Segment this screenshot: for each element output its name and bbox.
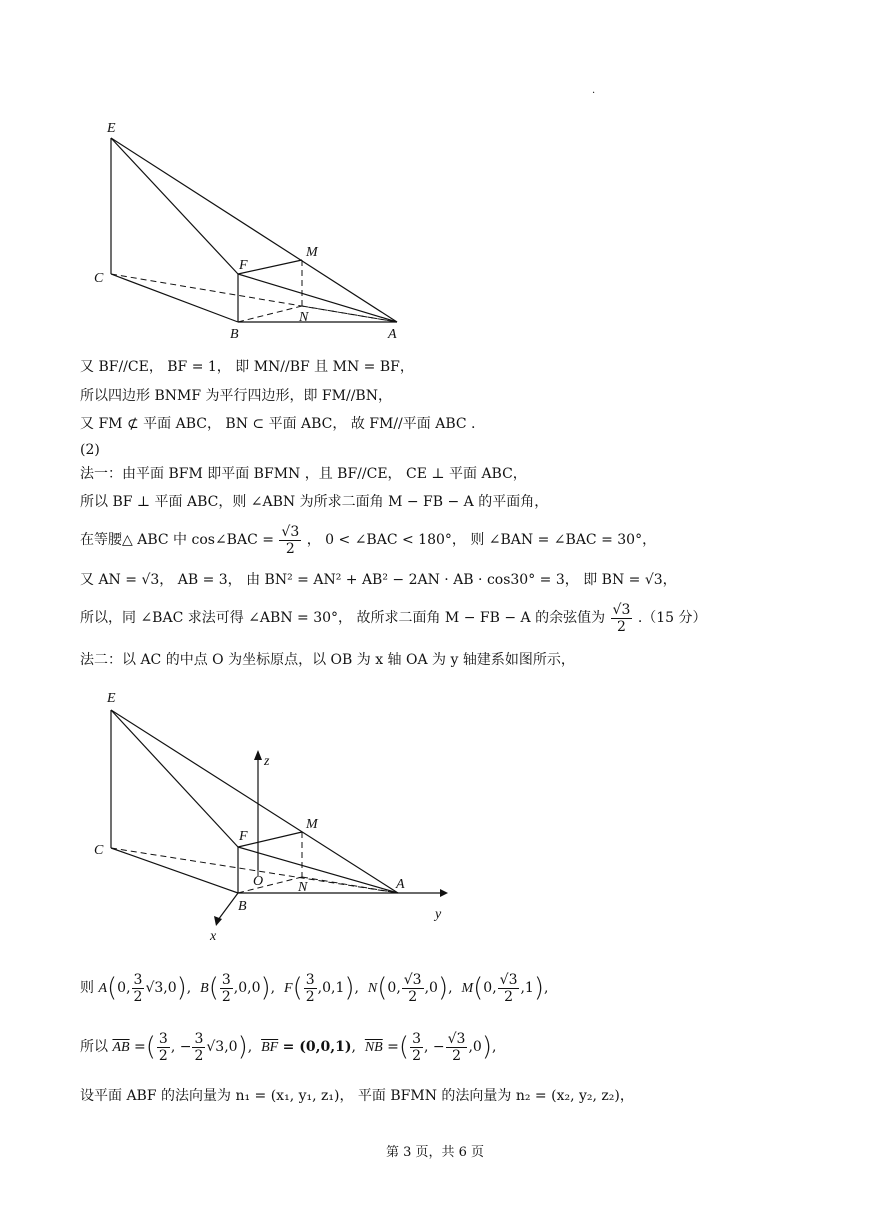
page-footer: 第 3 页，共 6 页 bbox=[385, 1145, 485, 1160]
vector-BF-value: = (0,0,1) bbox=[282, 1039, 352, 1055]
label-F: F bbox=[239, 829, 248, 844]
label-x: x bbox=[210, 929, 217, 944]
frac-den: 2 bbox=[412, 1047, 421, 1064]
frac-den: 2 bbox=[616, 618, 626, 635]
edge-FA bbox=[238, 274, 397, 322]
label-B: B bbox=[230, 327, 239, 342]
frac bbox=[498, 972, 520, 1005]
vector-AB: $\overline{AB}$ bbox=[112, 1040, 130, 1055]
text-line-12: 所以 $\overline{AB}$ =( $\frac{3}{2}$ , − $\frac{3}{2}$ √3,0), $\overline{BF} = (0,0,1)$, $\overline{NB}$ =( $\frac{3}{2}$ , − $\frac{√3}{2}$ ,0), bbox=[80, 1030, 497, 1064]
label-N: N bbox=[299, 310, 309, 325]
label-E: E bbox=[107, 121, 116, 136]
frac bbox=[410, 1031, 423, 1064]
label-z: z bbox=[264, 754, 270, 769]
frac-den: 2 bbox=[452, 1047, 462, 1064]
coord: ,0,1 bbox=[317, 980, 345, 996]
text-line-7 bbox=[80, 523, 656, 557]
edge-EF bbox=[111, 138, 238, 274]
frac-den: 2 bbox=[408, 988, 418, 1005]
line12-prefix: 所以 bbox=[80, 1039, 108, 1055]
frac-num: √3 bbox=[499, 971, 518, 988]
frac-num: 3 bbox=[194, 1030, 204, 1047]
label-E: E bbox=[107, 691, 116, 706]
coord: ,0,0 bbox=[233, 980, 261, 996]
coord: , − bbox=[170, 1039, 192, 1055]
label-C: C bbox=[94, 271, 104, 286]
coord: √3,0 bbox=[206, 1039, 238, 1055]
text-line-5: 法一：由平面 BFM 即平面 BFMN ，且 BF//CE， CE ⊥ 平面 ABC， bbox=[80, 466, 527, 482]
label-M: M bbox=[306, 245, 318, 260]
frac bbox=[446, 1031, 468, 1064]
edge-BN bbox=[238, 877, 302, 893]
frac bbox=[192, 1031, 205, 1064]
point-A: A bbox=[98, 981, 108, 996]
coord: , − bbox=[424, 1039, 445, 1055]
edge-CB bbox=[111, 274, 238, 322]
frac-den: 2 bbox=[158, 1047, 168, 1064]
frac-num: 3 bbox=[412, 1030, 421, 1047]
frac bbox=[157, 1031, 170, 1064]
x-arrow bbox=[214, 916, 222, 926]
line9-end: .（15 分） bbox=[637, 610, 707, 626]
figure-1-svg bbox=[80, 110, 420, 345]
coord: 0, bbox=[117, 980, 131, 996]
text-line-11: 则 A(0, $\frac{3}{2}$ √3,0), B( $\frac{3}{2}$ ,0,0), F( $\frac{3}{2}$ ,0,1), N(0, $\frac{√3}{2}$ ,0), M(0, $\frac{√3}{2}$ ,1), bbox=[80, 971, 549, 1005]
frac-num: 3 bbox=[158, 1030, 168, 1047]
figure-2 bbox=[80, 680, 460, 945]
label-O: O bbox=[253, 874, 264, 889]
coord: ,0 bbox=[468, 1039, 482, 1055]
fraction-sqrt3-over-2 bbox=[279, 524, 301, 557]
frac-num: 3 bbox=[305, 971, 315, 988]
frac-den: 2 bbox=[504, 988, 514, 1005]
frac-num: √3 bbox=[447, 1030, 466, 1047]
label-N: N bbox=[298, 880, 308, 895]
line7-end: ， 0 < ∠BAC < 180°， 则 ∠BAN = ∠BAC = 30°， bbox=[306, 532, 657, 548]
vector-BF: $\overline{BF}$ bbox=[261, 1040, 279, 1055]
frac-den: 2 bbox=[221, 988, 231, 1005]
point-M: M bbox=[461, 981, 474, 996]
edge-CB bbox=[111, 848, 238, 893]
coord: √3,0 bbox=[145, 980, 177, 996]
line7-start: 在等腰△ ABC 中 cos∠BAC = bbox=[80, 532, 274, 548]
vector-NB: $\overline{NB}$ bbox=[364, 1040, 383, 1055]
frac bbox=[304, 972, 317, 1005]
edge-FM bbox=[238, 260, 302, 274]
text-line-3: 又 FM ⊄ 平面 ABC， BN ⊂ 平面 ABC， 故 FM//平面 ABC . bbox=[80, 416, 476, 432]
text-line-6: 所以 BF ⊥ 平面 ABC，则 ∠ABN 为所求二面角 M − FB − A 的平面角， bbox=[80, 494, 549, 510]
coord: ,0 bbox=[424, 980, 438, 996]
coord: 0, bbox=[483, 980, 497, 996]
frac-den: 2 bbox=[305, 988, 315, 1005]
point-F: F bbox=[284, 981, 293, 996]
stray-dot: . bbox=[592, 85, 596, 96]
edge-BN bbox=[238, 306, 302, 322]
label-F: F bbox=[239, 258, 248, 273]
coord: ,1 bbox=[520, 980, 534, 996]
coord: 0, bbox=[387, 980, 401, 996]
x-axis bbox=[218, 893, 238, 920]
figure-2-svg bbox=[80, 680, 460, 945]
y-arrow bbox=[440, 889, 448, 897]
text-line-8: 又 AN = √3， AB = 3， 由 BN² = AN² + AB² − 2AN · AB · cos30° = 3， 即 BN = √3， bbox=[80, 572, 677, 588]
frac bbox=[402, 972, 424, 1005]
line9-start: 所以，同 ∠BAC 求法可得 ∠ABN = 30°， 故所求二面角 M − FB − A 的余弦值为 bbox=[80, 610, 606, 626]
frac-num: 3 bbox=[133, 971, 143, 988]
label-A: A bbox=[396, 877, 405, 892]
text-line-10: 法二：以 AC 的中点 O 为坐标原点，以 OB 为 x 轴 OA 为 y 轴建系如图所示， bbox=[80, 652, 575, 668]
frac-den: 2 bbox=[285, 540, 295, 557]
label-y: y bbox=[435, 907, 442, 922]
text-line-13: 设平面 ABF 的法向量为 n₁ = (x₁, y₁, z₁)， 平面 BFMN 的法向量为 n₂ = (x₂, y₂, z₂)， bbox=[80, 1088, 634, 1104]
text-line-2: 所以四边形 BNMF 为平行四边形，即 FM//BN， bbox=[80, 388, 392, 404]
edge-EA bbox=[111, 710, 398, 893]
text-line-4: (2) bbox=[80, 442, 100, 458]
frac bbox=[132, 972, 145, 1005]
label-M: M bbox=[306, 817, 318, 832]
z-arrow bbox=[254, 750, 262, 760]
point-B: B bbox=[200, 981, 209, 996]
text-line-9 bbox=[80, 601, 707, 635]
frac-num: √3 bbox=[403, 971, 422, 988]
point-N: N bbox=[367, 981, 378, 996]
figure-1 bbox=[80, 110, 420, 345]
frac bbox=[220, 972, 233, 1005]
frac-num: √3 bbox=[612, 601, 631, 618]
fraction-answer bbox=[611, 602, 633, 635]
label-B: B bbox=[238, 899, 247, 914]
edge-EA bbox=[111, 138, 397, 322]
label-A: A bbox=[388, 327, 397, 342]
text-line-1: 又 BF//CE， BF = 1， 即 MN//BF 且 MN = BF， bbox=[80, 359, 414, 375]
frac-num: 3 bbox=[221, 971, 231, 988]
label-C: C bbox=[94, 843, 104, 858]
frac-den: 2 bbox=[133, 988, 143, 1005]
frac-num: √3 bbox=[281, 523, 300, 540]
line11-prefix: 则 bbox=[80, 980, 94, 996]
frac-den: 2 bbox=[194, 1047, 204, 1064]
edge-FM bbox=[238, 832, 302, 847]
